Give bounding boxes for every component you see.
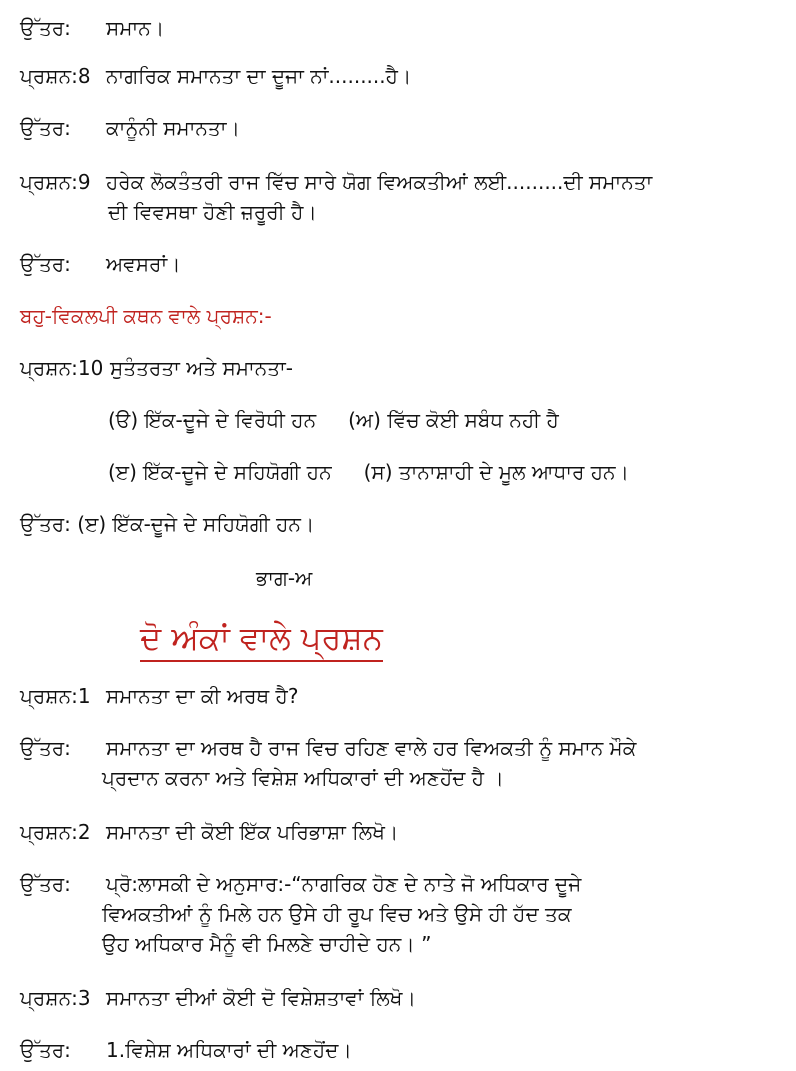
- question-text-cont: ਦੀ ਵਿਵਸਥਾ ਹੋਣੀ ਜ਼ਰੂਰੀ ਹੈ।: [108, 200, 317, 224]
- answer-text: ਸਮਾਨ।: [106, 16, 165, 40]
- answer-label: ਉੱਤਰ:: [20, 512, 71, 536]
- question-text: ਸੁਤੰਤਰਤਾ ਅਤੇ ਸਮਾਨਤਾ-: [110, 356, 293, 380]
- part2-answer-1-cont: [102, 764, 504, 792]
- big-heading: ਦੋ ਅੰਕਾਂ ਵਾਲੇ ਪ੍ਰਸ਼ਨ: [140, 618, 383, 662]
- answer-label: ਉੱਤਰ:: [20, 16, 71, 40]
- question-text: ਹਰੇਕ ਲੋਕਤੰਤਰੀ ਰਾਜ ਵਿੱਚ ਸਾਰੇ ਯੋਗ ਵਿਅਕਤੀਆਂ ਲਈ.........ਦੀ ਸਮਾਨਤਾ: [106, 170, 653, 194]
- part2-question-3: [20, 984, 416, 1012]
- part2-answer-2: [20, 870, 581, 898]
- question-label: ਪ੍ਰਸ਼ਨ:3: [20, 986, 91, 1010]
- part2-answer-2-cont-1: [102, 900, 572, 928]
- question-text: ਸਮਾਨਤਾ ਦਾ ਕੀ ਅਰਥ ਹੈ?: [106, 684, 299, 708]
- answer-text: ਕਾਨੂੰਨੀ ਸਮਾਨਤਾ।: [106, 116, 240, 140]
- question-line-9-cont: [108, 198, 317, 226]
- answer-text: ਅਵਸਰਾਂ।: [106, 252, 181, 276]
- question-line-10: [20, 354, 293, 382]
- options-row-1: [108, 406, 559, 434]
- option-b: (ਅ) ਵਿੱਚ ਕੋਈ ਸਬੰਧ ਨਹੀ ਹੈ: [348, 408, 559, 432]
- answer-line-8: [20, 114, 240, 142]
- option-a: (ੳ) ਇੱਕ-ਦੂਜੇ ਦੇ ਵਿਰੋਧੀ ਹਨ: [108, 408, 317, 432]
- question-label: ਪ੍ਰਸ਼ਨ:10: [20, 356, 104, 380]
- question-line-8: [20, 62, 411, 90]
- part2-question-1: [20, 682, 298, 710]
- question-line-9: [20, 168, 652, 196]
- answer-label: ਉੱਤਰ:: [20, 736, 71, 760]
- answer-line-7: [20, 14, 164, 42]
- answer-text: 1.ਵਿਸ਼ੇਸ਼ ਅਧਿਕਾਰਾਂ ਦੀ ਅਣਹੋਂਦ।: [106, 1038, 352, 1062]
- answer-line-10: [20, 510, 314, 538]
- question-label: ਪ੍ਰਸ਼ਨ:8: [20, 64, 91, 88]
- answer-text-cont: ਉਹ ਅਧਿਕਾਰ ਮੈਨੂੰ ਵੀ ਮਿਲਣੇ ਚਾਹੀਦੇ ਹਨ। ”: [102, 932, 432, 956]
- answer-label: ਉੱਤਰ:: [20, 252, 71, 276]
- answer-line-9: [20, 250, 181, 278]
- part2-answer-2-cont-2: [102, 930, 431, 958]
- question-label: ਪ੍ਰਸ਼ਨ:1: [20, 684, 91, 708]
- part2-question-2: [20, 818, 398, 846]
- part2-answer-3: [20, 1036, 352, 1064]
- option-c: (ੲ) ਇੱਕ-ਦੂਜੇ ਦੇ ਸਹਿਯੋਗੀ ਹਨ: [108, 460, 332, 484]
- answer-label: ਉੱਤਰ:: [20, 1038, 71, 1062]
- question-text: ਸਮਾਨਤਾ ਦੀ ਕੋਈ ਇੱਕ ਪਰਿਭਾਸ਼ਾ ਲਿਖੋ।: [106, 820, 399, 844]
- multiple-choice-heading: ਬਹੁ-ਵਿਕਲਪੀ ਕਥਨ ਵਾਲੇ ਪ੍ਰਸ਼ਨ:-: [20, 304, 272, 328]
- question-text: ਨਾਗਰਿਕ ਸਮਾਨਤਾ ਦਾ ਦੂਜਾ ਨਾਂ.........ਹੈ।: [106, 64, 412, 88]
- answer-text: (ੲ) ਇੱਕ-ਦੂਜੇ ਦੇ ਸਹਿਯੋਗੀ ਹਨ।: [77, 512, 315, 536]
- answer-text-cont: ਪ੍ਰਦਾਨ ਕਰਨਾ ਅਤੇ ਵਿਸ਼ੇਸ਼ ਅਧਿਕਾਰਾਂ ਦੀ ਅਣਹੋਂਦ ਹੈ ।: [102, 766, 504, 790]
- answer-text: ਸਮਾਨਤਾ ਦਾ ਅਰਥ ਹੈ ਰਾਜ ਵਿਚ ਰਹਿਣ ਵਾਲੇ ਹਰ ਵਿਅਕਤੀ ਨੂੰ ਸਮਾਨ ਮੌਕੇ: [106, 736, 637, 760]
- part2-answer-1: [20, 734, 636, 762]
- section-title: ਭਾਗ-ਅ: [256, 566, 313, 590]
- answer-text-cont: ਵਿਅਕਤੀਆਂ ਨੂੰ ਮਿਲੇ ਹਨ ਉਸੇ ਹੀ ਰੂਪ ਵਿਚ ਅਤੇ ਉਸੇ ਹੀ ਹੱਦ ਤਕ: [102, 902, 572, 926]
- options-row-2: [108, 458, 629, 486]
- answer-label: ਉੱਤਰ:: [20, 872, 71, 896]
- answer-label: ਉੱਤਰ:: [20, 116, 71, 140]
- answer-text: ਪ੍ਰੋ:ਲਾਸਕੀ ਦੇ ਅਨੁਸਾਰ:-“ਨਾਗਰਿਕ ਹੋਣ ਦੇ ਨਾਤੇ ਜੋ ਅਧਿਕਾਰ ਦੂਜੇ: [106, 872, 582, 896]
- option-d: (ਸ) ਤਾਨਾਸ਼ਾਹੀ ਦੇ ਮੂਲ ਆਧਾਰ ਹਨ।: [363, 460, 630, 484]
- question-label: ਪ੍ਰਸ਼ਨ:9: [20, 170, 91, 194]
- question-text: ਸਮਾਨਤਾ ਦੀਆਂ ਕੋਈ ਦੋ ਵਿਸ਼ੇਸ਼ਤਾਵਾਂ ਲਿਖੋ।: [106, 986, 416, 1010]
- question-label: ਪ੍ਰਸ਼ਨ:2: [20, 820, 91, 844]
